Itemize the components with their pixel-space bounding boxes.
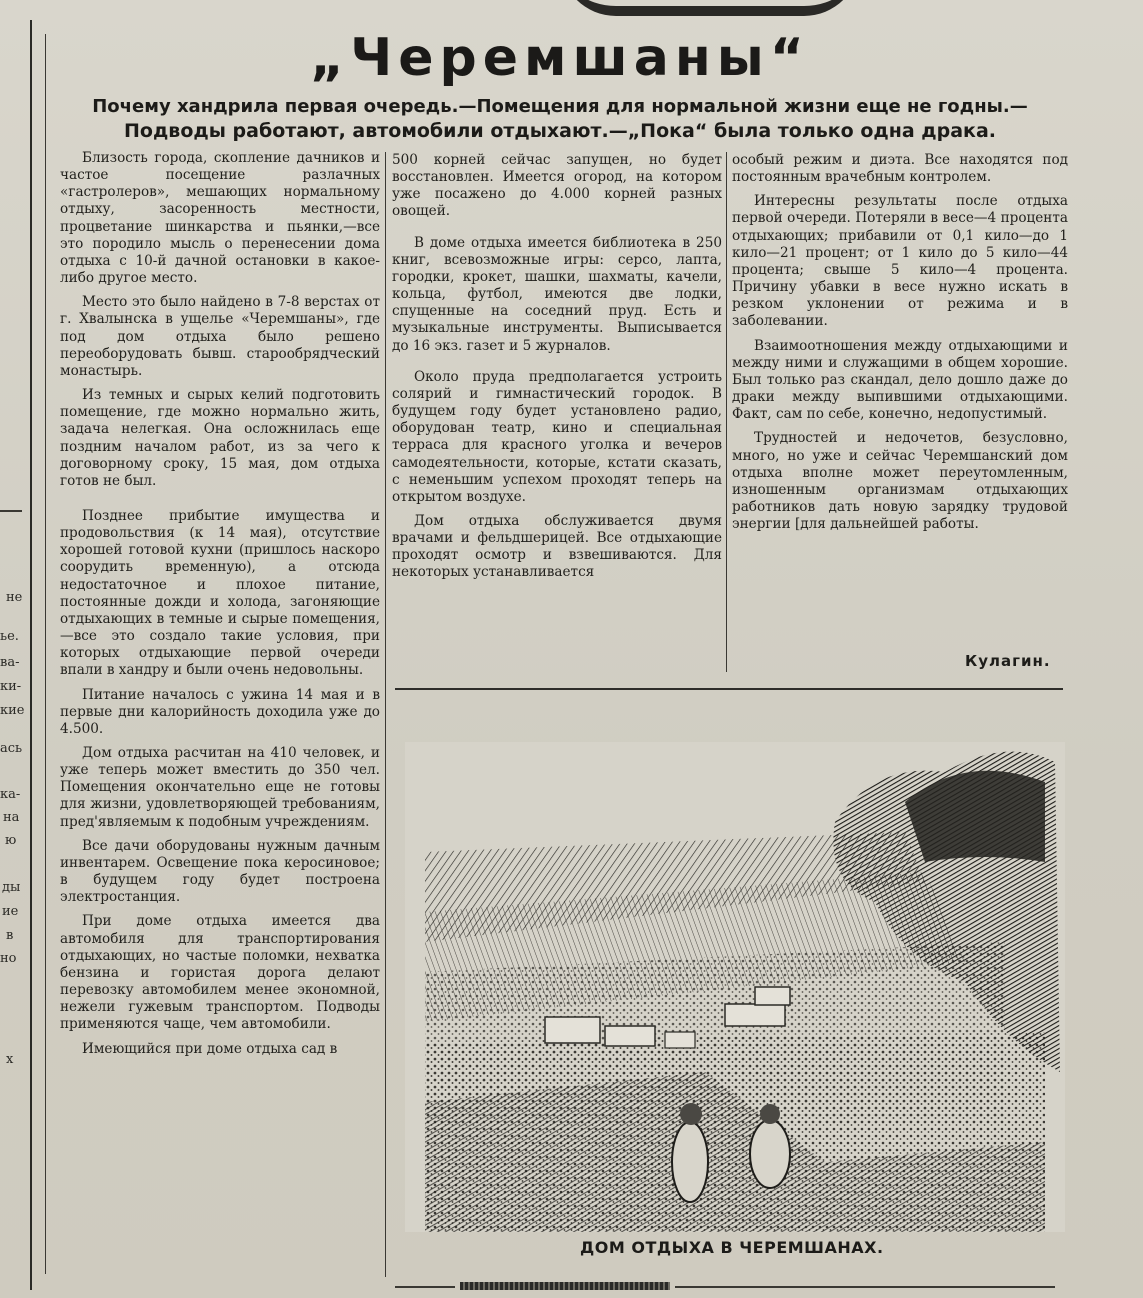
paragraph: особый режим и диэта. Все находятся под постоянным врачебным контролем. xyxy=(732,152,1068,186)
article-column-3 xyxy=(732,152,1068,540)
village-engraving-photo xyxy=(405,742,1065,1232)
paragraph: Около пруда предполагается устроить солярий и гимнастический городок. В будущем году будет установлено радио, оборудован театр, кино и специальная терраса для красного уголка и вечеров самодеятельности, которые, кстати сказать, с неменьшим успехом проходят теперь на открытом воздухе. xyxy=(392,368,722,505)
bottom-rule xyxy=(460,1282,670,1290)
column-rule xyxy=(726,152,727,672)
divider xyxy=(395,688,1063,690)
paragraph: Из темных и сырых келий подготовить помещение, где можно нормально жить, задача нелегкая. Она осложнилась еще поздним началом работ, из за чего к договорному сроку, 15 мая, дом отдыха готов не был. xyxy=(60,387,380,489)
margin-fragment: ка- xyxy=(0,787,21,802)
paragraph: Дом отдыха обслуживается двумя врачами и фельдшерицей. Все отдыхающие проходят осмотр и взвешиваются. Для некоторых устанавливается xyxy=(392,512,722,581)
margin-fragment: ась xyxy=(0,741,23,756)
paragraph: Дом отдыха расчитан на 410 человек, и уже теперь может вместить до 350 чел. Помещения окончательно еще не готовы для жизни, удовлетворяющей требованиям, пред'являемым к подобным учреждениям. xyxy=(60,745,380,830)
column-rule xyxy=(385,152,386,1277)
divider xyxy=(395,1286,455,1288)
subheadline-line-1: Почему хандрила первая очередь.—Помещения для нормальной жизни еще не годны.— xyxy=(92,96,1028,117)
margin-fragment: на xyxy=(3,810,20,825)
paragraph: Все дачи оборудованы нужным дачным инвентарем. Освещение пока керосиновое; в будущем году будет построена электростанция. xyxy=(60,837,380,906)
margin-fragment: ие xyxy=(2,904,19,919)
column-rule xyxy=(45,34,46,1274)
article-headline: „Черемшаны“ xyxy=(310,28,810,88)
margin-fragment: не xyxy=(6,590,23,605)
masthead-fragment xyxy=(560,0,860,16)
margin-fragment: ды xyxy=(2,880,21,895)
paragraph: Интересны результаты после отдыха первой очереди. Потеряли в весе—4 процента отдыхающих; прибавили от 0,1 кило—до 1 кило—21 процент; от 1 кило до 5 кило—44 процента; свыше 5 кило—4 процента. Причину убавки в весе нужно искать в резком уклонении от режима и в заболевании. xyxy=(732,193,1068,330)
article-column-1 xyxy=(60,150,380,1065)
margin-fragment: х xyxy=(6,1052,14,1067)
divider xyxy=(675,1286,1055,1288)
photo-caption: ДОМ ОТДЫХА В ЧЕРЕМШАНАХ. xyxy=(580,1238,884,1257)
divider xyxy=(0,510,22,512)
paragraph: Взаимоотношения между отдыхающими и между ними и служащими в общем хорошие. Был только раз скандал, дело дошло даже до драки между выпившими отдыхающими. Факт, сам по себе, конечно, недопустимый. xyxy=(732,337,1068,423)
paragraph: Трудностей и недочетов, безусловно, много, но уже и сейчас Черемшанский дом отдыха вполне может переутомленным, изношенным организмам отдыхающих работников дать новую зарядку трудовой энергии [для дальнейшей работы. xyxy=(732,430,1068,533)
article-column-2 xyxy=(392,152,722,589)
margin-fragment: ки- xyxy=(0,679,22,694)
author-signature: Кулагин. xyxy=(965,652,1051,670)
paragraph: Позднее прибытие имущества и продовольствия (к 14 мая), отсутствие хорошей готовой кухни (пришлось наскоро соорудить временную), а отсюда недостаточное и плохое питание, постоянные дожди и холода, загоняющие отдыхающих в темные и сырые помещения,—все это создало такие условия, при которых отдыхающие первой очереди впали в хандру и были очень недовольны. xyxy=(60,507,380,679)
paragraph: При доме отдыха имеется два автомобиля для транспортирования отдыхающих, но частые поломки, нехватка бензина и гористая дорога делают перевозку автомобилем менее экономной, нежели гужевым транспортом. Подводы применяются чаще, чем автомобили. xyxy=(60,913,380,1033)
paragraph: Место это было найдено в 7-8 верстах от г. Хвалынска в ущелье «Черемшаны», где под дом отдыха было решено переоборудовать бывш. старообрядческий монастырь. xyxy=(60,294,380,379)
paragraph: В доме отдыха имеется библиотека в 250 книг, всевозможные игры: серсо, лапта, городки, крокет, шашки, шахматы, качели, кольца, футбол, имеются две лодки, спущенные на соседний пруд. Есть и музыкальные инструменты. Выписывается до 16 экз. газет и 5 журналов. xyxy=(392,234,722,354)
paragraph: Близость города, скопление дачников и частое посещение разлачных «гастролеров», мешающих нормальному отдыху, засоренность местности, процветание шинкарства и пьянки,—все это породило мысль о перенесении дома отдыха с 10-й дачной остановки в какое-либо другое место. xyxy=(60,150,380,287)
margin-fragment: ю xyxy=(5,833,17,848)
margin-fragment: но xyxy=(0,951,17,966)
subheadline-line-2: Подводы работают, автомобили отдыхают.—„Пока“ была только одна драка. xyxy=(124,120,996,142)
margin-fragment: в xyxy=(6,928,14,943)
previous-column-strip xyxy=(0,20,32,1290)
paragraph: Имеющийся при доме отдыха сад в xyxy=(82,1040,338,1057)
paragraph: 500 корней сейчас запущен, но будет восстановлен. Имеется огород, на котором уже посажено до 4.000 корней разных овощей. xyxy=(392,152,722,220)
paragraph: Питание началось с ужина 14 мая и в первые дни калорийность доходила уже до 4.500. xyxy=(60,686,380,737)
margin-fragment: кие xyxy=(0,703,25,718)
margin-fragment: ва- xyxy=(0,655,20,670)
margin-fragment: ье. xyxy=(0,629,19,644)
